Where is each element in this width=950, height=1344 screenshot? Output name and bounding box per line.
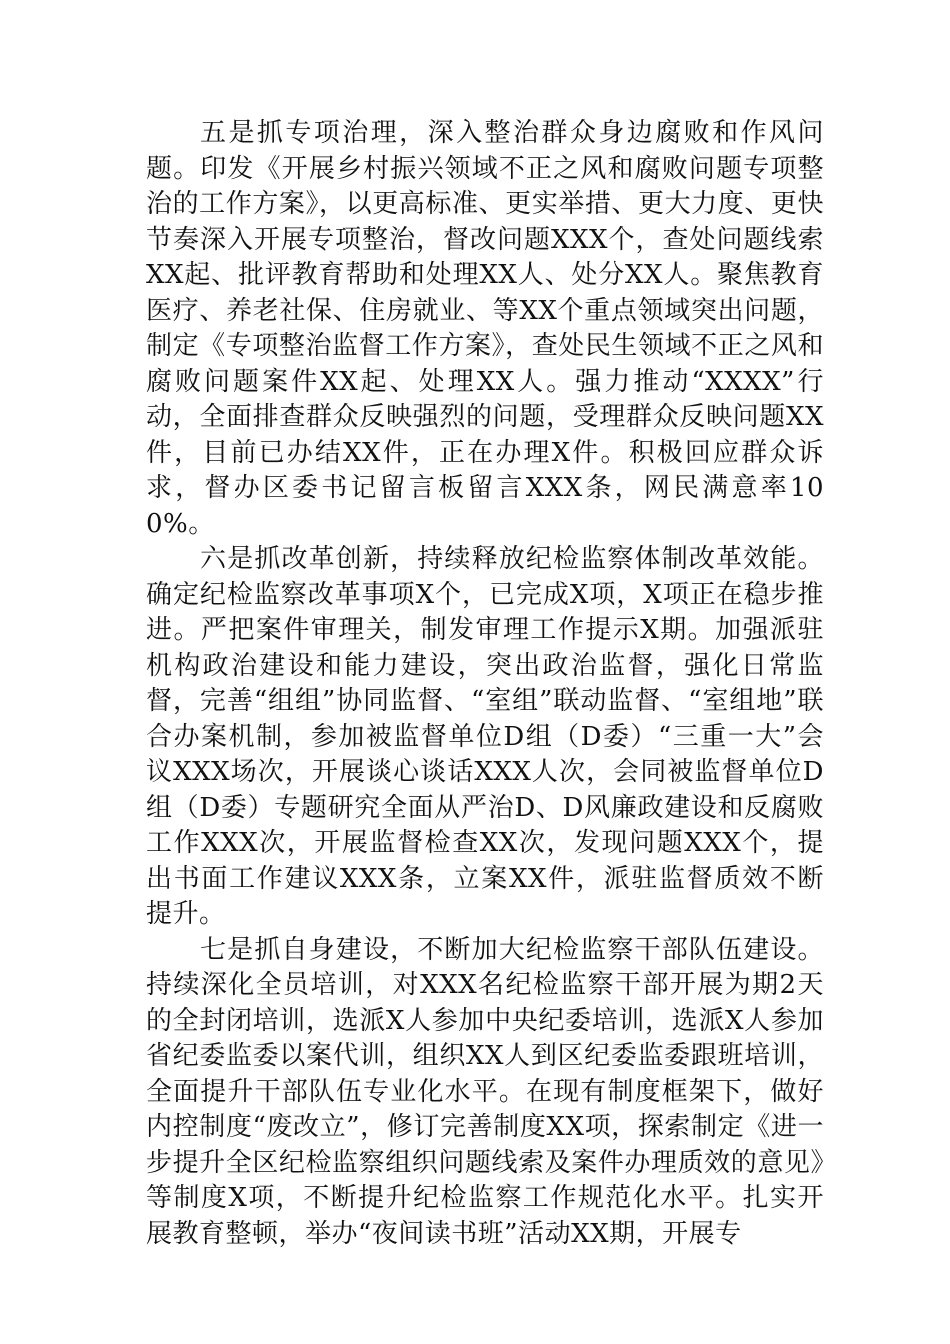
paragraph-self-building: 七是抓自身建设，不断加大纪检监察干部队伍建设。持续深化全员培训，对XXX名纪检监察干部开展为期2天的全封闭培训，选派X人参加中央纪委培训，选派X人参加省纪委监委以案代训，组织XX人到区纪委监委跟班培训，全面提升干部队伍专业化水平。在现有制度框架下，做好内控制度“废改立”，修订完善制度XX项，探索制定《进一步提升全区纪检监察组织问题线索及案件办理质效的意见》等制度X项，不断提升纪检监察工作规范化水平。扎实开展教育整顿，举办“夜间读书班”活动XX期，开展专 bbox=[146, 934, 824, 1249]
paragraph-special-governance: 五是抓专项治理，深入整治群众身边腐败和作风问题。印发《开展乡村振兴领域不正之风和腐败问题专项整治的工作方案》，以更高标准、更实举措、更大力度、更快节奏深入开展专项整治，督改问题XXX个，查处问题线索XX起、批评教育帮助和处理XX人、处分XX人。聚焦教育医疗、养老社保、住房就业、等XX个重点领域突出问题，制定《专项整治监督工作方案》，查处民生领域不正之风和腐败问题案件XX起、处理XX人。强力推动“XXXX”行动，全面排查群众反映强烈的问题，受理群众反映问题XX件，目前已办结XX件，正在办理X件。积极回应群众诉求，督办区委书记留言板留言XXX条，网民满意率100%。 bbox=[146, 118, 824, 539]
paragraph-reform-innovation: 六是抓改革创新，持续释放纪检监察体制改革效能。确定纪检监察改革事项X个，已完成X项，X项正在稳步推进。严把案件审理关，制发审理工作提示X期。加强派驻机构政治建设和能力建设，突出政治监督，强化日常监督，完善“组组”协同监督、“室组”联动监督、“室组地”联合办案机制，参加被监督单位D组（D委）“三重一大”会议XXX场次，开展谈心谈话XXX人次，会同被监督单位D组（D委）专题研究全面从严治D、D风廉政建设和反腐败工作XXX次，开展监督检查XX次，发现问题XXX个，提出书面工作建议XXX条，立案XX件，派驻监督质效不断提升。 bbox=[146, 544, 824, 929]
document-page bbox=[146, 116, 824, 1252]
